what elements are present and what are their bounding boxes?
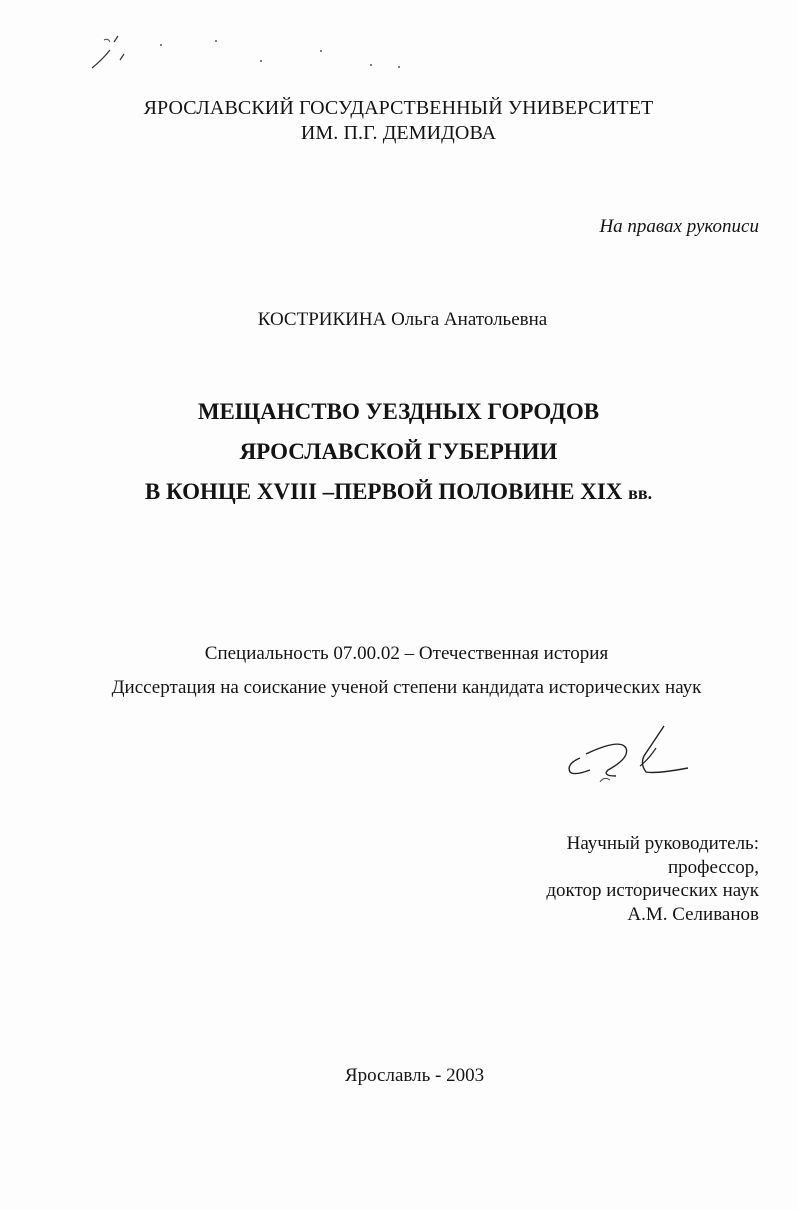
rights-note: На правах рукописи xyxy=(599,216,759,237)
signature xyxy=(560,718,700,788)
title-line-3-suffix: вв. xyxy=(628,483,653,503)
city-year: Ярославль - 2003 xyxy=(344,1065,485,1086)
specialty-line: Специальность 07.00.02 – Отечественная история xyxy=(204,643,609,664)
dissertation-degree-line: Диссертация на соискание ученой степени кандидата исторических наук xyxy=(111,677,702,698)
title-line-3 xyxy=(0,472,797,513)
speck xyxy=(398,66,400,68)
supervisor-degree: доктор исторических наук xyxy=(546,880,759,901)
speck xyxy=(260,60,262,62)
handwritten-signature xyxy=(560,718,700,788)
supervisor-name: А.М. Селиванов xyxy=(627,903,759,925)
university-line-2: ИМ. П.Г. ДЕМИДОВА xyxy=(300,122,497,144)
university-name xyxy=(0,96,797,146)
supervisor-block xyxy=(546,832,759,926)
supervisor-role: Научный руководитель: xyxy=(566,833,759,854)
author-name: КОСТРИКИНА Ольга Анатольевна xyxy=(257,309,548,330)
speck xyxy=(370,64,372,66)
dissertation-title xyxy=(0,392,797,513)
pen-marks xyxy=(80,20,420,80)
speck xyxy=(320,50,322,52)
university-line-1: ЯРОСЛАВСКИЙ ГОСУДАРСТВЕННЫЙ УНИВЕРСИТЕТ xyxy=(143,97,654,119)
scan-artifacts xyxy=(80,20,420,80)
speck xyxy=(160,44,162,46)
title-line-2: ЯРОСЛАВСКОЙ ГУБЕРНИИ xyxy=(239,439,558,464)
supervisor-title: профессор, xyxy=(667,856,759,878)
title-line-3-main: В КОНЦЕ XVIII –ПЕРВОЙ ПОЛОВИНЕ XIX xyxy=(144,479,623,504)
title-line-1: МЕЩАНСТВО УЕЗДНЫХ ГОРОДОВ xyxy=(197,399,600,424)
speck xyxy=(215,40,217,42)
